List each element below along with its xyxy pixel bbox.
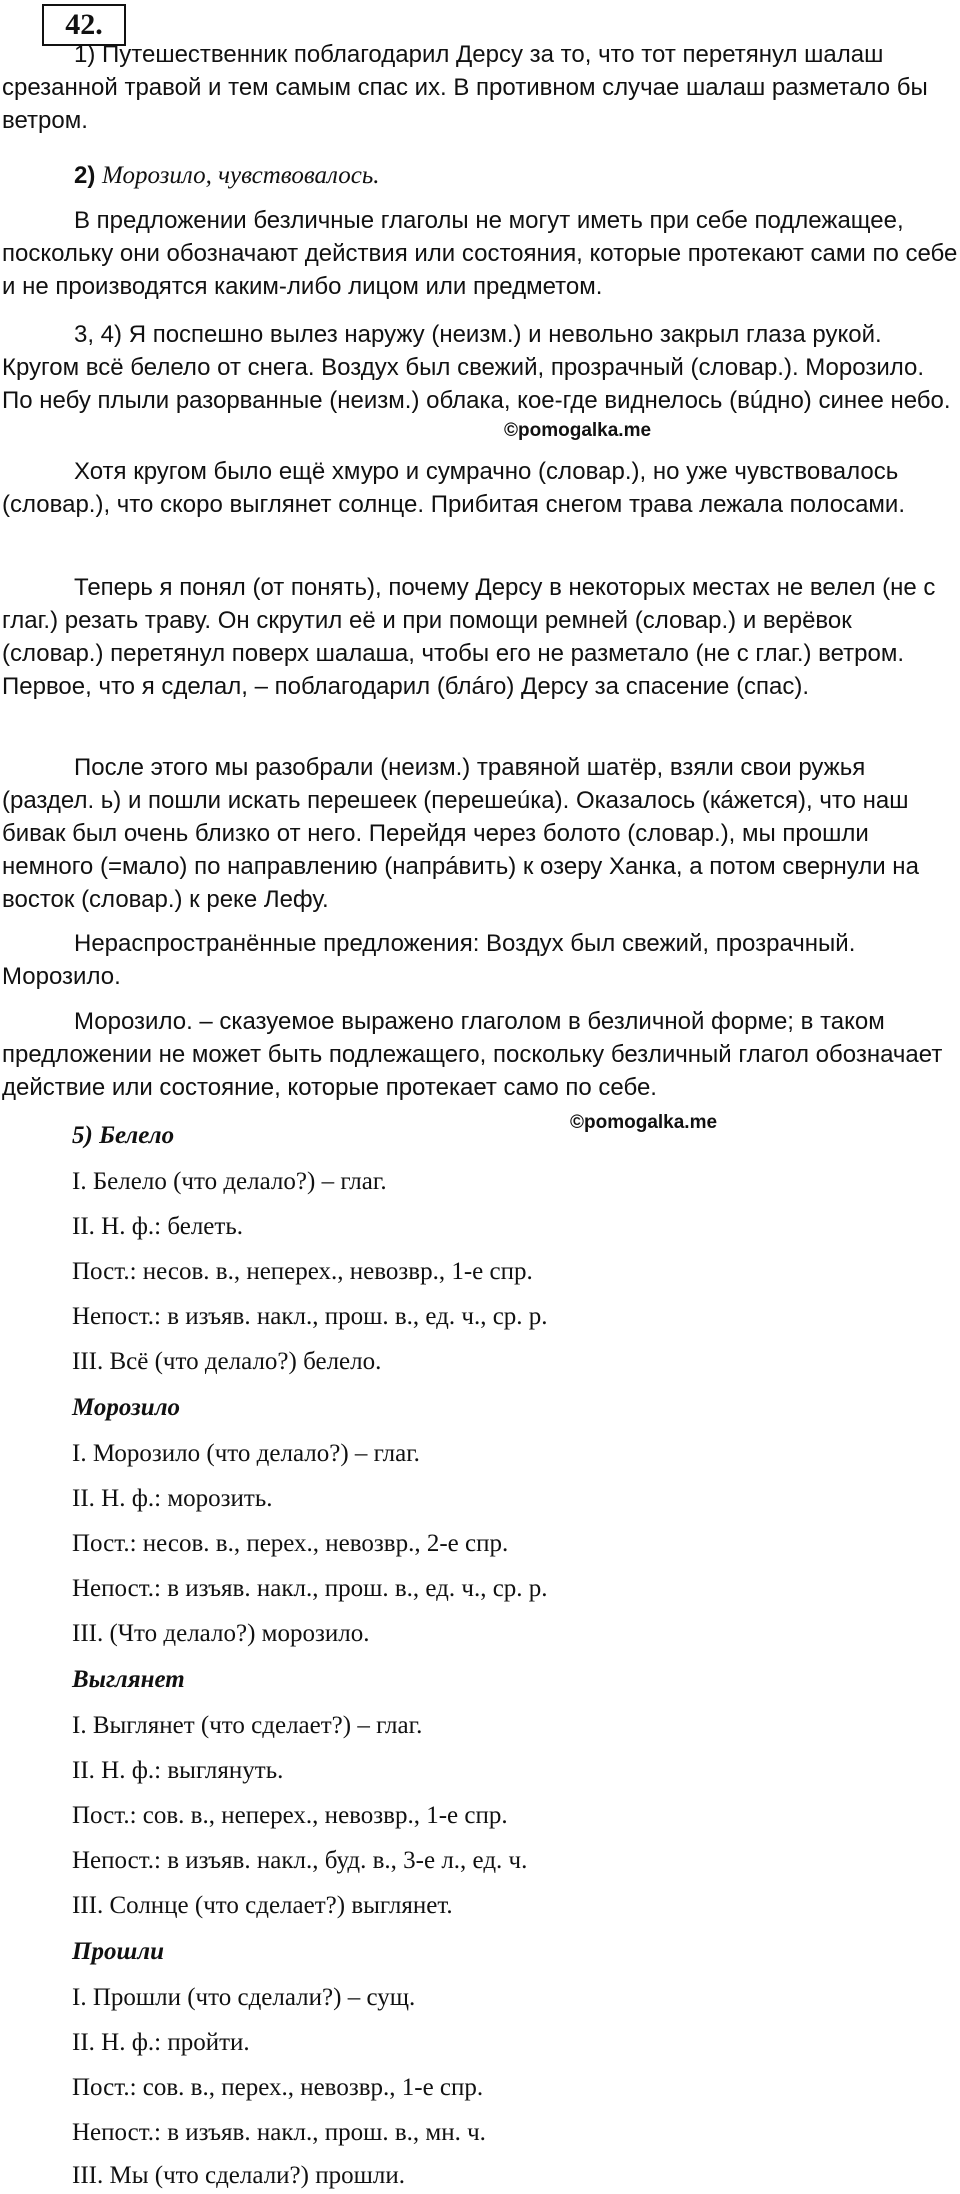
morph-line: Пост.: сов. в., перех., невозвр., 1-е спр. <box>72 2074 484 2101</box>
answer-2 <box>2 158 958 193</box>
morph-line: Непост.: в изъяв. накл., буд. в., 3-е л., ед. ч. <box>72 1847 528 1874</box>
answer-2-explanation: В предложении безличные глаголы не могут иметь при себе подлежащее, поскольку они обозначают действия или состояния, которые протекают сами по себе и не производятся каким-либо лицом или предметом. <box>2 207 958 300</box>
morph-line: III. (Что делало?) морозило. <box>72 1620 370 1647</box>
text-paragraph-4: После этого мы разобрали (неизм.) травяной шатёр, взяли свои ружья (раздел. ь) и пошли искать перешеек (перешеúка). Оказалось (кáжется), что наш бивак был очень близко от него. Перейдя через болото (словар.), мы прошли немного (=мало) по направлению (напрáвить) к озеру Ханка, а потом свернули на восток (словар.) к реке Лефу. <box>2 754 919 913</box>
morph-line: Пост.: несов. в., перех., невозвр., 2-е спр. <box>72 1530 509 1557</box>
morph-line: Пост.: несов. в., неперех., невозвр., 1-е спр. <box>72 1258 533 1285</box>
answer-1: 1) Путешественник поблагодарил Дерсу за то, что тот перетянул шалаш срезанной травой и тем самым спас их. В противном случае шалаш разметало бы ветром. <box>2 41 928 134</box>
answer-2-text: Морозило, чувствовалось. <box>102 162 380 189</box>
exercise-number: 42. <box>42 4 126 46</box>
morph-line: I. Прошли (что сделали?) – сущ. <box>72 1984 416 2011</box>
watermark-2: ©pomogalka.me <box>570 1112 718 1133</box>
morph-line: II. Н. ф.: белеть. <box>72 1213 243 1240</box>
morph-line: Непост.: в изъяв. накл., прош. в., мн. ч. <box>72 2119 486 2146</box>
morph-line: II. Н. ф.: выглянуть. <box>72 1757 284 1784</box>
morph-heading-4: Прошли <box>72 1938 165 1965</box>
morph-line: III. Солнце (что сделает?) выглянет. <box>72 1892 453 1919</box>
morph-heading-2: Морозило <box>72 1394 181 1421</box>
text-paragraph-2: Хотя кругом было ещё хмуро и сумрачно (словар.), но уже чувствовалось (словар.), что скоро выглянет солнце. Прибитая снегом трава лежала полосами. <box>2 458 905 518</box>
morph-line: Непост.: в изъяв. накл., прош. в., ед. ч., ср. р. <box>72 1303 548 1330</box>
morph-line: II. Н. ф.: морозить. <box>72 1485 273 1512</box>
morph-heading-3: Выглянет <box>72 1666 185 1693</box>
morph-line: III. Всё (что делало?) белело. <box>72 1348 382 1375</box>
morph-line: III. Мы (что сделали?) прошли. <box>72 2162 405 2189</box>
morph-line: I. Белело (что делало?) – глаг. <box>72 1168 387 1195</box>
impersonal-explanation: Морозило. – сказуемое выражено глаголом в безличной форме; в таком предложении не может быть подлежащего, поскольку безличный глагол обозначает действие или состояние, которые протекает само по себе. <box>2 1008 943 1101</box>
morph-line: Пост.: сов. в., неперех., невозвр., 1-е спр. <box>72 1802 508 1829</box>
morph-line: Непост.: в изъяв. накл., прош. в., ед. ч., ср. р. <box>72 1575 548 1602</box>
morph-line: I. Морозило (что делало?) – глаг. <box>72 1440 420 1467</box>
answer-2-label: 2) <box>74 162 96 189</box>
morph-line: II. Н. ф.: пройти. <box>72 2029 250 2056</box>
watermark: ©pomogalka.me <box>504 420 652 441</box>
simple-sentences: Нераспространённые предложения: Воздух был свежий, прозрачный. Морозило. <box>2 930 856 990</box>
morph-line: I. Выглянет (что сделает?) – глаг. <box>72 1712 423 1739</box>
text-paragraph-3: Теперь я понял (от понять), почему Дерсу в некоторых местах не велел (не с глаг.) резать траву. Он скрутил её и при помощи ремней (словар.) и верёвок (словар.) перетянул поверх шалаша, чтобы его не разметало (не с глаг.) ветром. Первое, что я сделал, – поблагодарил (блáго) Дерсу за спасение (спас). <box>2 574 936 700</box>
morph-heading-1: 5) Белело <box>72 1122 175 1149</box>
answer-3-4-text: 3, 4) Я поспешно вылез наружу (неизм.) и невольно закрыл глаза рукой. Кругом всё белело от снега. Воздух был свежий, прозрачный (словар.). Морозило. По небу плыли разорванные (неизм.) облака, кое-где виднелось (вúдно) синее небо. <box>2 321 951 414</box>
